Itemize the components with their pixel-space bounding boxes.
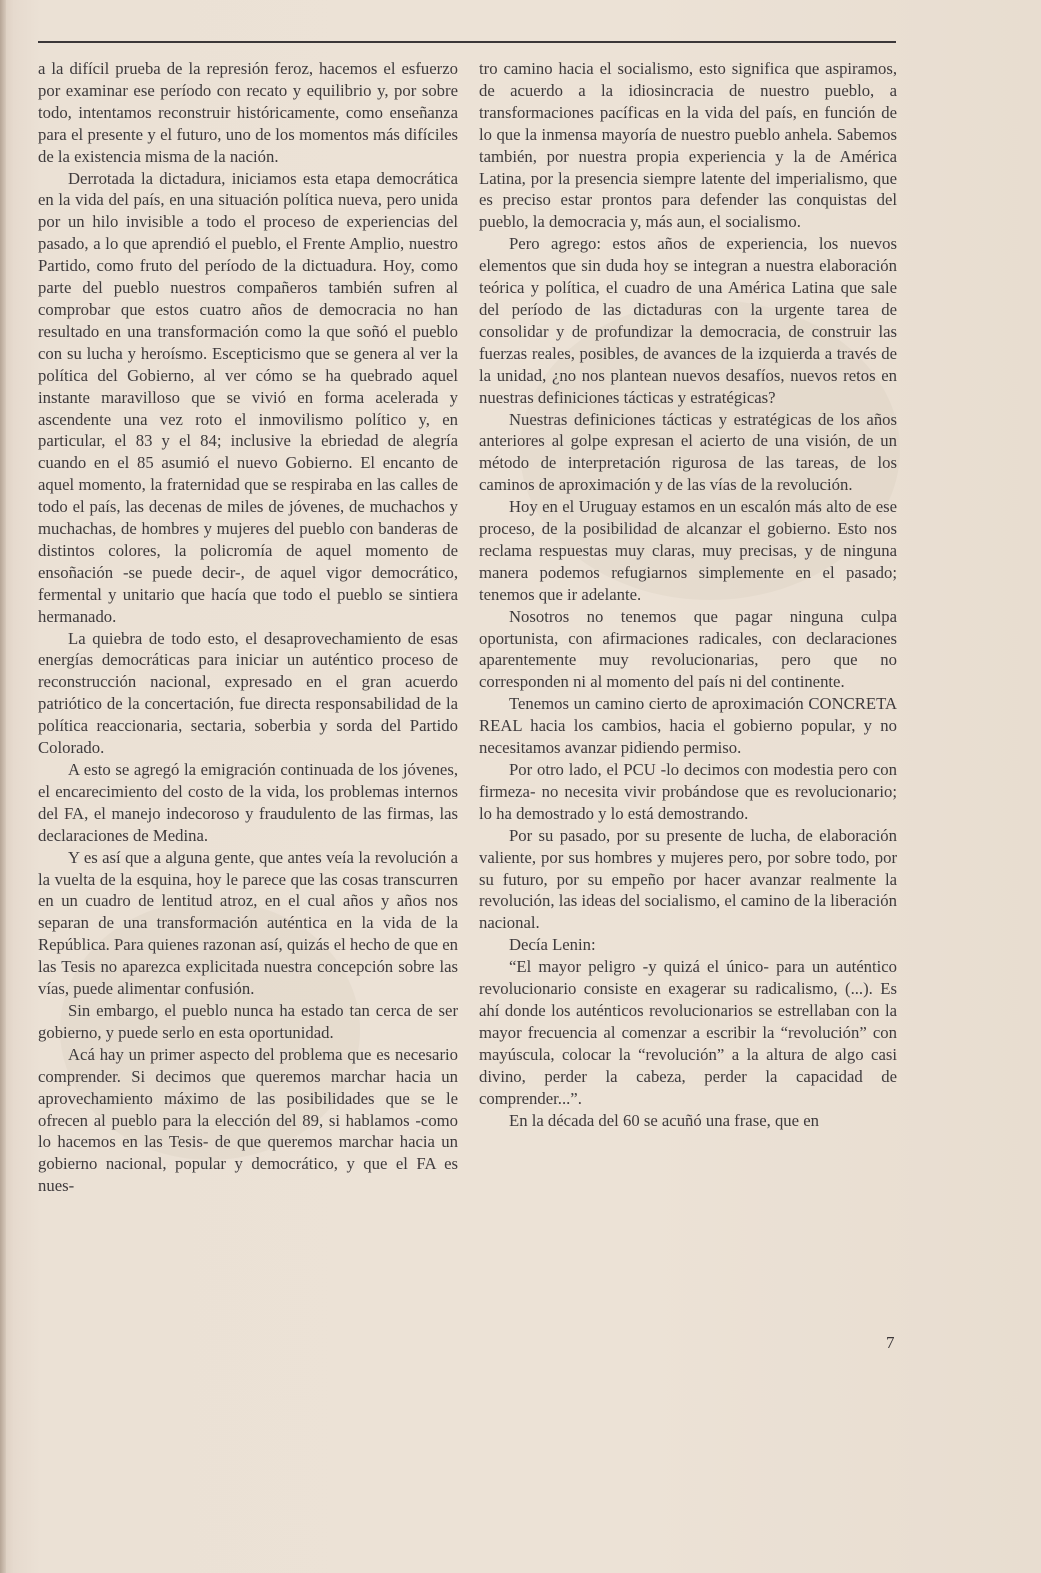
right-text-column — [479, 58, 897, 1131]
paragraph: Pero agrego: estos años de experiencia, los nuevos elementos que sin duda hoy se integran a nuestra elaboración teórica y política, el cuadro de una América Latina que sale del período de las dictaduras con la urgente tarea de consolidar y de profundizar la democracia, de construir las fuerzas reales, posibles, de avances de la izquierda a través de la unidad, ¿no nos plantean nuevos desafíos, nuevos retos en nuestras definiciones tácticas y estratégicas? — [479, 234, 897, 407]
paragraph: Y es así que a alguna gente, que antes veía la revolución a la vuelta de la esquina, hoy le parece que las cosas transcurren en un cuadro de lentitud atroz, en el cual años y años nos separan de una transformación auténtica en la vida de la República. Para quienes razonan así, quizás el hecho de que en las Tesis no aparezca explicitada nuestra concepción sobre las vías, puede alimentar confusión. — [38, 847, 458, 999]
paragraph: Nosotros no tenemos que pagar ninguna culpa oportunista, con afirmaciones radicales, con declaraciones aparentemente muy revolucionarias, pero que no corresponden ni al momento del país ni del continente. — [479, 606, 897, 692]
paragraph: Acá hay un primer aspecto del problema que es necesario comprender. Si decimos que queremos marchar hacia un aprovechamiento máximo de las posibilidades que se le ofrecen al pueblo para la elección del 89, si hablamos -como lo hacemos en las Tesis- de que queremos marchar hacia un gobierno nacional, popular y democrático, y que el FA es nues- — [38, 1044, 458, 1196]
paragraph: a la difícil prueba de la represión feroz, hacemos el esfuerzo por examinar ese período con recato y equilibrio y, por sobre todo, intentamos reconstruir históricamente, como enseñanza para el presente y el futuro, uno de los momentos más difíciles de la existencia misma de la nación. — [38, 59, 458, 166]
paragraph: Sin embargo, el pueblo nunca ha estado tan cerca de ser gobierno, y puede serlo en esta oportunidad. — [38, 1000, 458, 1042]
page-number: 7 — [886, 1333, 895, 1352]
paragraph: La quiebra de todo esto, el desaprovechamiento de esas energías democráticas para iniciar un auténtico proceso de reconstrucción nacional, expresado en el gran acuerdo patriótico de la concertación, fue directa responsabilidad de la política reaccionaria, sectaria, soberbia y sorda del Partido Colorado. — [38, 628, 458, 758]
paragraph: En la década del 60 se acuñó una frase, que en — [509, 1110, 819, 1130]
paragraph: A esto se agregó la emigración continuada de los jóvenes, el encarecimiento del costo de la vida, los problemas internos del FA, el manejo indecoroso y fraudulento de las firmas, las declaraciones de Medina. — [38, 760, 458, 845]
paragraph: Tenemos un camino cierto de aproximación CONCRETA REAL hacia los cambios, hacia el gobierno popular, y no necesitamos avanzar pidiendo permiso. — [479, 694, 897, 758]
paragraph: Derrotada la dictadura, iniciamos esta etapa democrática en la vida del país, en una situación política nueva, pero unida por un hilo invisible a todo el proceso de experiencias del pasado, a lo que aprendió el pueblo, el Frente Amplio, nuestro Partido, como fruto del período de la dictuadura. Hoy, como parte del pueblo nuestros compañeros también sufren al comprobar que estos cuatro años de democracia no han resultado en una transformación como la que soñó el pueblo con su lucha y heroísmo. Escepticismo que se genera al ver la política del Gobierno, al ver cómo se ha quebrado aquel instante maravilloso que se vivió en forma acelerada y ascendente una vez roto el inmovilismo político y, en particular, el 83 y el 84; inclusive la ebriedad de alegría cuando en el 85 asumió el nuevo Gobierno. El encanto de aquel momento, la fraternidad que se respiraba en las calles de todo el país, las decenas de miles de jóvenes, de muchachos y muchachas, de hombres y mujeres del pueblo con banderas de distintos colores, la policromía de aquel momento de ensoñación -se puede decir-, de aquel vigor democrático, fermental y unitario que hacía que todo el pueblo se sintiera hermanado. — [38, 168, 458, 626]
paragraph: Decía Lenin: — [509, 935, 596, 955]
left-text-column — [38, 58, 458, 1197]
header-rule — [38, 41, 896, 43]
paragraph: “El mayor peligro -y quizá el único- para un auténtico revolucionario consiste en exagerar su radicalismo, (...). Es ahí donde los auténticos revolucionarios se estrellaban con la mayor frecuencia al comenzar a escribir la “revolución” con mayúscula, colocar la “revolución” a la altura de algo casi divino, perder la cabeza, perder la capacidad de comprender...”. — [479, 957, 897, 1108]
paragraph: Por su pasado, por su presente de lucha, de elaboración valiente, por sus hombres y mujeres pero, por sobre todo, por su futuro, por su empeño por hacer avanzar realmente la revolución, las ideas del socialismo, el camino de la liberación nacional. — [479, 825, 897, 933]
binding-edge — [0, 0, 6, 1573]
paragraph: Hoy en el Uruguay estamos en un escalón más alto de ese proceso, de la posibilidad de alcanzar el gobierno. Esto nos reclama respuestas muy claras, muy precisas, y de ninguna manera podemos refugiarnos simplemente en el pasado; tenemos que ir adelante. — [479, 497, 897, 604]
paragraph: Por otro lado, el PCU -lo decimos con modestia pero con firmeza- no necesita vivir probándose que es revolucionario; lo ha demostrado y lo está demostrando. — [479, 760, 897, 823]
paragraph: Nuestras definiciones tácticas y estratégicas de los años anteriores al golpe expresan el acierto de una visión, de un método de interpretación rigurosa de las tareas, de los caminos de aproximación y de las vías de la revolución. — [479, 409, 897, 495]
paragraph: tro camino hacia el socialismo, esto significa que aspiramos, de acuerdo a la idiosincracia de nuestro pueblo, a transformaciones pacíficas en la vida del país, en función de lo que la inmensa mayoría de nuestro pueblo anhela. Sabemos también, por nuestra propia experiencia y la de América Latina, por la presencia siempre latente del imperialismo, que es preciso estar prontos para defender las conquistas del pueblo, la democracia y, más aun, el socialismo. — [479, 59, 897, 232]
